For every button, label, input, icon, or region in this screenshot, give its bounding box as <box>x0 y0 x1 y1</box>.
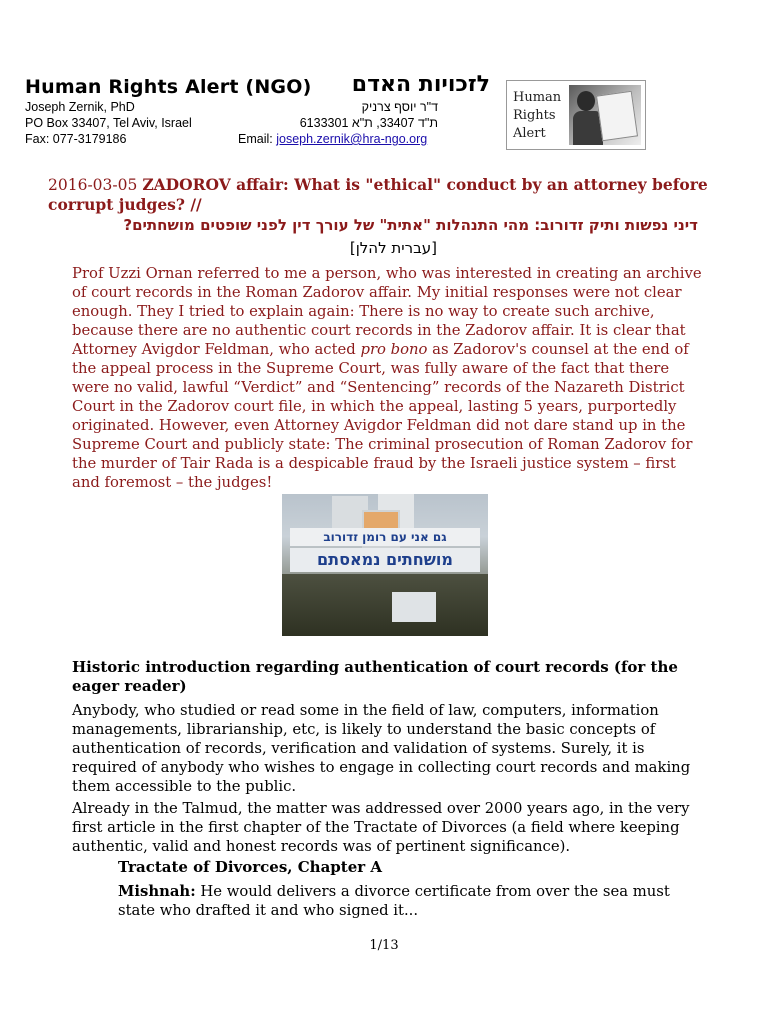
tractate-subheading: Tractate of Divorces, Chapter A <box>118 858 383 876</box>
banner-bottom-text: מושחתים נמאסתם <box>317 550 453 569</box>
mishnah-label: Mishnah: <box>118 883 196 900</box>
intro-text-part2: as Zadorov's counsel at the end of the appeal process in the Supreme Court, was fully aware of the fact that there were no valid, lawful “Verdict” and “Sentencing” records of the Nazareth District Court in the Zadorov court file, in which the appeal, lasting 5 years, purportedly originated. However, even Attorney Avigdor Feldman did not dare stand up in the Supreme Court and publicly state: The criminal prosecution of Roman Zadorov for the murder of Tair Rada is a despicable fraud by the Israeli justice system – first and foremost – the judges! <box>72 341 693 491</box>
header-right-block <box>238 99 438 131</box>
intro-paragraph <box>72 264 704 492</box>
banner-top-text: גם אני עם רומן זדורוב <box>323 530 447 544</box>
logo-image <box>569 85 641 145</box>
article-title-en: ZADOROV affair: What is "ethical" conduct by an attorney before corrupt judges? // <box>48 175 708 214</box>
section-heading: Historic introduction regarding authentication of court records (for the eager reader) <box>72 658 678 695</box>
org-name-english: Human Rights Alert (NGO) <box>25 76 312 98</box>
section-paragraph-1: Anybody, who studied or read some in the field of law, computers, information managements, librarianship, etc, is likely to understand the basic concepts of authentication of records, verification and validation of systems. Surely, it is required of anybody who wishes to engage in collecting court records and making them accessible to the public. <box>72 702 691 795</box>
header-email-line <box>238 131 427 147</box>
logo-line-human: Human <box>513 90 562 105</box>
section-paragraph-2: Already in the Talmud, the matter was addressed over 2000 years ago, in the very first article in the first chapter of the Tractate of Divorces (a field where keeping authentic, valid and honest records was of pertinent significance). <box>72 800 690 855</box>
header-name-line: Joseph Zernik, PhD <box>25 100 135 114</box>
protest-photo <box>282 494 488 636</box>
logo-text <box>513 89 561 143</box>
article-title <box>48 175 708 215</box>
protest-banner-top <box>290 528 480 546</box>
email-link[interactable]: joseph.zernik@hra-ngo.org <box>276 132 428 146</box>
header-fax-line: Fax: 077-3179186 <box>25 132 127 146</box>
article-title-hebrew: דיני נפשות ותיק זדורוב: מהי התנהלות "אתית" של עורך דין לפני שופטים מושחתים? <box>123 216 698 234</box>
mishnah-quote <box>118 882 704 920</box>
intro-text-italic: pro bono <box>360 341 428 358</box>
header-address-line-he: ת"ד 33407, ת"א 6133301 <box>299 116 438 130</box>
logo-line-alert: Alert <box>513 126 546 141</box>
hra-logo <box>506 80 646 150</box>
header-left-block <box>25 99 192 147</box>
org-name-hebrew: לזכויות האדם <box>351 72 490 97</box>
header-address-line: PO Box 33407, Tel Aviv, Israel <box>25 116 192 130</box>
hebrew-below-note: [עברית להלן] <box>349 239 437 257</box>
header-name-line-he: ד"ר יוסף צרניק <box>361 100 438 114</box>
mishnah-text: He would delivers a divorce certificate from over the sea must state who drafted it and who signed it... <box>118 883 670 919</box>
email-label: Email: <box>238 132 273 146</box>
page-number: 1/13 <box>369 938 399 953</box>
protest-banner-bottom <box>290 548 480 572</box>
logo-line-rights: Rights <box>513 108 556 123</box>
intro-text-part1: Prof Uzzi Ornan referred to me a person, who was interested in creating an archive of court records in the Roman Zadorov affair. My initial responses were not clear enough. They I tried to explain again: There is no way to create such archive, because there are no authentic court records in the Zadorov affair. It is clear that Attorney Avigdor Feldman, who acted <box>72 265 702 358</box>
article-date: 2016-03-05 <box>48 176 138 194</box>
